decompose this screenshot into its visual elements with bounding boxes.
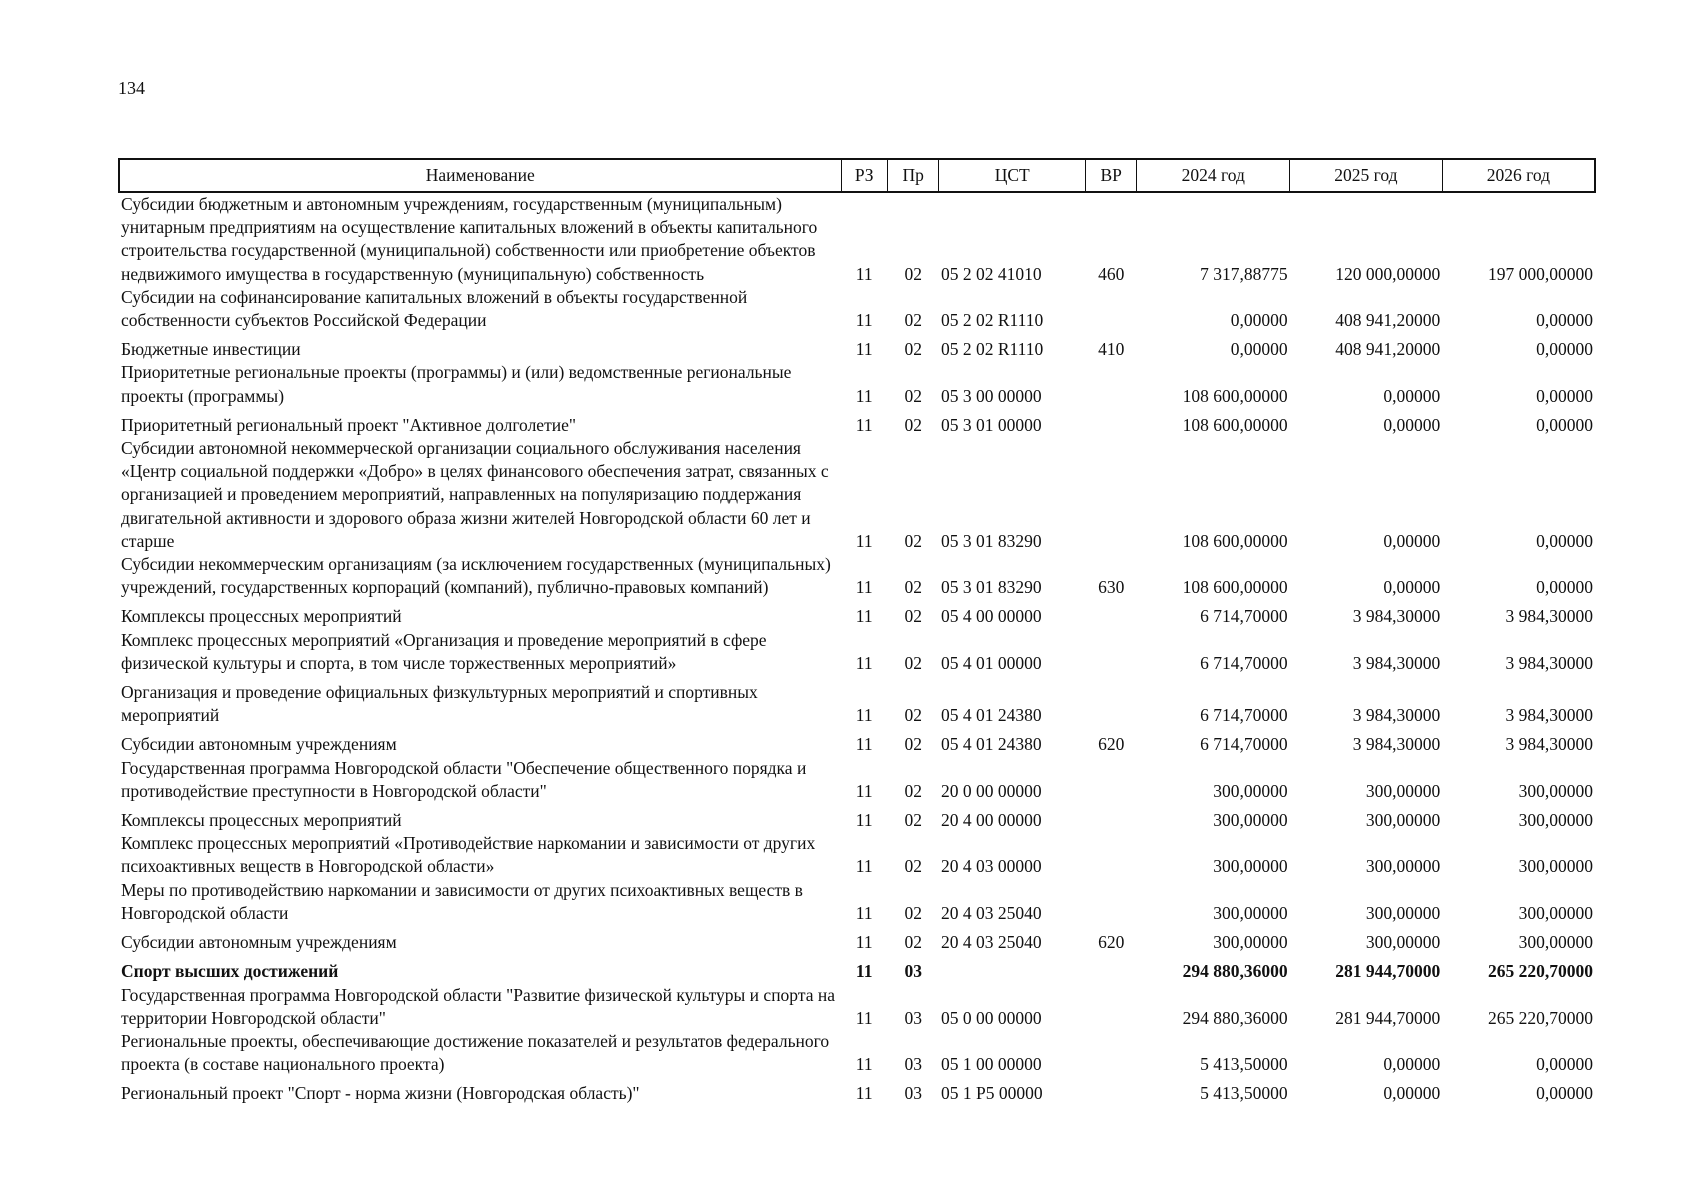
cell-2026: 0,00000 (1536, 1083, 1593, 1104)
cell-rz: 11 (855, 734, 873, 755)
cell-2024: 108 600,00000 (1182, 530, 1288, 551)
cell-2026: 0,00000 (1536, 1054, 1593, 1075)
cell-2025: 3 984,30000 (1352, 606, 1441, 627)
header-pr: Пр (887, 159, 939, 192)
cell-2026: 0,00000 (1536, 339, 1593, 360)
cell-rz: 11 (855, 385, 873, 406)
table-row (119, 675, 1595, 727)
cell-cst: 20 4 03 25040 (940, 902, 1042, 923)
cell-2024: 300,00000 (1213, 810, 1288, 831)
cell-cst: 20 4 03 00000 (940, 856, 1042, 877)
cell-pr: 02 (904, 652, 922, 673)
cell-2025: 0,00000 (1383, 414, 1441, 435)
cell-2024: 300,00000 (1213, 932, 1288, 953)
cell-rz: 11 (855, 1054, 873, 1075)
cell-cst (939, 954, 1085, 983)
cell-cst: 05 0 00 00000 (940, 1007, 1042, 1028)
table-row (119, 954, 1595, 983)
cell-vr (1085, 832, 1137, 878)
cell-2026: 0,00000 (1536, 414, 1593, 435)
cell-name: Приоритетные региональные проекты (программы) и (или) ведомственные региональные проекты (программы) (121, 362, 792, 406)
cell-2024: 108 600,00000 (1182, 385, 1288, 406)
cell-2025: 300,00000 (1365, 932, 1441, 953)
cell-2024: 5 413,50000 (1200, 1083, 1288, 1104)
table-row (119, 553, 1595, 599)
cell-pr: 02 (904, 530, 922, 551)
cell-2026: 0,00000 (1536, 310, 1593, 331)
cell-cst: 05 3 01 83290 (940, 577, 1042, 598)
table-row (119, 332, 1595, 361)
cell-vr (1085, 757, 1137, 803)
cell-name: Региональный проект "Спорт - норма жизни (Новгородская область)" (121, 1083, 640, 1104)
cell-vr (1085, 361, 1137, 407)
cell-2026: 265 220,70000 (1488, 1007, 1593, 1028)
cell-2024: 108 600,00000 (1182, 577, 1288, 598)
cell-2024: 300,00000 (1213, 856, 1288, 877)
cell-vr (1085, 286, 1137, 332)
cell-vr (1085, 1076, 1137, 1105)
cell-pr: 02 (904, 577, 922, 598)
cell-cst: 05 2 02 R1110 (940, 310, 1044, 331)
cell-rz: 11 (855, 705, 873, 726)
cell-2025: 300,00000 (1365, 810, 1441, 831)
cell-name: Организация и проведение официальных физкультурных мероприятий и спортивных мероприятий (121, 682, 758, 726)
cell-2025: 408 941,20000 (1335, 310, 1441, 331)
cell-name: Субсидии автономным учреждениям (121, 734, 397, 755)
cell-cst: 05 4 01 24380 (940, 705, 1042, 726)
cell-name: Комплекс процессных мероприятий «Противодействие наркомании и зависимости от других психоактивных веществ в Новгородской области» (121, 833, 816, 877)
cell-rz: 11 (855, 902, 873, 923)
table-row (119, 925, 1595, 954)
cell-2024: 300,00000 (1213, 780, 1288, 801)
header-rz: РЗ (841, 159, 887, 192)
cell-vr (1085, 629, 1137, 675)
cell-rz: 11 (855, 577, 873, 598)
cell-2024: 0,00000 (1230, 339, 1288, 360)
header-name: Наименование (119, 159, 841, 192)
cell-vr (1085, 675, 1137, 727)
cell-2024: 294 880,36000 (1182, 1007, 1288, 1028)
cell-2025: 300,00000 (1365, 780, 1441, 801)
cell-pr: 03 (904, 1054, 922, 1075)
cell-2025: 0,00000 (1383, 385, 1441, 406)
cell-name: Меры по противодействию наркомании и зависимости от других психоактивных веществ в Новгородской области (121, 879, 803, 923)
cell-cst: 05 4 01 24380 (940, 734, 1042, 755)
cell-cst: 05 1 P5 00000 (940, 1083, 1043, 1104)
table-row (119, 361, 1595, 407)
cell-2026: 300,00000 (1518, 902, 1593, 923)
cell-name: Субсидии некоммерческим организациям (за исключением государственных (муниципальных) учреждений, государственных корпораций (компаний), публично-правовых компаний) (121, 554, 831, 598)
cell-2025: 3 984,30000 (1352, 734, 1441, 755)
table-row (119, 192, 1595, 286)
cell-2024: 300,00000 (1213, 902, 1288, 923)
cell-name: Комплексы процессных мероприятий (121, 810, 402, 831)
cell-2024: 6 714,70000 (1200, 705, 1288, 726)
cell-name: Бюджетные инвестиции (121, 339, 301, 360)
cell-2024: 6 714,70000 (1200, 652, 1288, 673)
header-2024: 2024 год (1137, 159, 1290, 192)
cell-2025: 0,00000 (1383, 577, 1441, 598)
cell-2024: 6 714,70000 (1200, 734, 1288, 755)
cell-vr (1085, 879, 1137, 925)
header-cst: ЦСТ (939, 159, 1085, 192)
cell-2026: 197 000,00000 (1488, 263, 1593, 284)
cell-rz: 11 (855, 414, 873, 435)
cell-vr (1085, 437, 1137, 553)
table-row (119, 1076, 1595, 1105)
table-row (119, 408, 1595, 437)
cell-name: Комплексы процессных мероприятий (121, 606, 402, 627)
cell-vr: 630 (1098, 577, 1125, 598)
cell-vr: 620 (1098, 932, 1125, 953)
cell-vr (1085, 954, 1137, 983)
cell-2026: 265 220,70000 (1488, 961, 1593, 982)
table-row (119, 832, 1595, 878)
cell-cst: 05 4 00 00000 (940, 606, 1042, 627)
header-vr: ВР (1085, 159, 1137, 192)
cell-vr (1085, 599, 1137, 628)
cell-pr: 02 (904, 734, 922, 755)
cell-name: Субсидии автономной некоммерческой организации социального обслуживания населения «Центр социальной поддержки «Добро» в целях финансового обеспечения затрат, связанных с организацией и проведением мероприятий, направленных на популяризацию поддержания двигательной активности и здорового образа жизни жителей Новгородской области 60 лет и старше (121, 438, 829, 551)
cell-2024: 294 880,36000 (1182, 961, 1288, 982)
cell-2025: 3 984,30000 (1352, 652, 1441, 673)
cell-name: Государственная программа Новгородской области "Развитие физической культуры и спорта на территории Новгородской области" (121, 984, 835, 1028)
table-row (119, 803, 1595, 832)
cell-2025: 0,00000 (1383, 1083, 1441, 1104)
cell-vr (1085, 1030, 1137, 1076)
cell-vr (1085, 984, 1137, 1030)
cell-name: Субсидии бюджетным и автономным учреждениям, государственным (муниципальным) унитарным предприятиям на осуществление капитальных вложений в объекты капитального строительства государственной (муниципальной) собственности или приобретение объектов недвижимого имущества в государственную (муниципальную) собственность (121, 194, 818, 284)
table-row (119, 984, 1595, 1030)
cell-vr: 620 (1098, 734, 1125, 755)
cell-2024: 7 317,88775 (1200, 263, 1288, 284)
cell-pr: 02 (904, 414, 922, 435)
cell-pr: 03 (904, 961, 922, 982)
cell-2024: 0,00000 (1230, 310, 1288, 331)
cell-pr: 02 (904, 263, 922, 284)
cell-2025: 0,00000 (1383, 1054, 1441, 1075)
table-body (119, 192, 1595, 1106)
cell-vr: 410 (1098, 339, 1125, 360)
page-number: 134 (118, 78, 145, 98)
cell-pr: 02 (904, 810, 922, 831)
cell-rz: 11 (855, 339, 873, 360)
cell-2026: 0,00000 (1536, 385, 1593, 406)
table-row (119, 727, 1595, 756)
cell-rz: 11 (855, 606, 873, 627)
cell-2026: 3 984,30000 (1505, 606, 1593, 627)
cell-pr: 02 (904, 385, 922, 406)
cell-pr: 02 (904, 339, 922, 360)
cell-rz: 11 (855, 1007, 873, 1028)
cell-2025: 3 984,30000 (1352, 705, 1441, 726)
cell-cst: 20 4 03 25040 (940, 932, 1042, 953)
cell-2024: 5 413,50000 (1200, 1054, 1288, 1075)
table-row (119, 879, 1595, 925)
cell-2025: 281 944,70000 (1335, 1007, 1441, 1028)
cell-name: Субсидии на софинансирование капитальных вложений в объекты государственной собственности субъектов Российской Федерации (121, 286, 748, 331)
table-row (119, 286, 1595, 332)
cell-cst: 05 2 02 41010 (940, 263, 1042, 284)
table-row (119, 629, 1595, 675)
cell-2024: 108 600,00000 (1182, 414, 1288, 435)
cell-vr (1085, 408, 1137, 437)
cell-name: Региональные проекты, обеспечивающие достижение показателей и результатов федерального проекта (в составе национального проекта) (121, 1030, 830, 1075)
cell-2024: 6 714,70000 (1200, 606, 1288, 627)
cell-2026: 300,00000 (1518, 932, 1593, 953)
cell-rz: 11 (855, 810, 873, 831)
cell-rz: 11 (855, 652, 873, 673)
cell-pr: 03 (904, 1083, 922, 1104)
cell-rz: 11 (855, 961, 873, 982)
cell-cst: 20 0 00 00000 (940, 780, 1042, 801)
cell-2026: 300,00000 (1518, 856, 1593, 877)
cell-2025: 0,00000 (1383, 530, 1441, 551)
cell-2025: 120 000,00000 (1335, 263, 1441, 284)
cell-pr: 02 (904, 780, 922, 801)
cell-cst: 05 4 01 00000 (940, 652, 1042, 673)
cell-rz: 11 (855, 932, 873, 953)
cell-name: Субсидии автономным учреждениям (121, 932, 397, 953)
table-row (119, 757, 1595, 803)
cell-2025: 300,00000 (1365, 856, 1441, 877)
cell-cst: 05 3 01 00000 (940, 414, 1042, 435)
budget-table (118, 158, 1596, 1106)
cell-name: Государственная программа Новгородской области "Обеспечение общественного порядка и противодействие преступности в Новгородской области" (121, 757, 807, 801)
cell-pr: 02 (904, 310, 922, 331)
cell-name: Спорт высших достижений (121, 961, 339, 982)
cell-rz: 11 (855, 263, 873, 284)
table-row (119, 437, 1595, 553)
cell-pr: 02 (904, 606, 922, 627)
cell-2025: 281 944,70000 (1335, 961, 1441, 982)
header-2025: 2025 год (1290, 159, 1443, 192)
table-row (119, 599, 1595, 628)
cell-2026: 3 984,30000 (1505, 652, 1593, 673)
cell-pr: 02 (904, 932, 922, 953)
cell-rz: 11 (855, 530, 873, 551)
cell-2026: 3 984,30000 (1505, 705, 1593, 726)
cell-2025: 300,00000 (1365, 902, 1441, 923)
cell-pr: 03 (904, 1007, 922, 1028)
table-header-row (119, 159, 1595, 192)
cell-name: Комплекс процессных мероприятий «Организация и проведение мероприятий в сфере физической культуры и спорта, в том числе торжественных мероприятий» (121, 629, 767, 673)
cell-2025: 408 941,20000 (1335, 339, 1441, 360)
header-2026: 2026 год (1442, 159, 1595, 192)
cell-2026: 0,00000 (1536, 530, 1593, 551)
cell-pr: 02 (904, 856, 922, 877)
cell-rz: 11 (855, 1083, 873, 1104)
cell-rz: 11 (855, 310, 873, 331)
cell-rz: 11 (855, 780, 873, 801)
cell-rz: 11 (855, 856, 873, 877)
cell-2026: 300,00000 (1518, 810, 1593, 831)
cell-2026: 0,00000 (1536, 577, 1593, 598)
cell-pr: 02 (904, 902, 922, 923)
cell-vr (1085, 803, 1137, 832)
cell-cst: 05 2 02 R1110 (940, 339, 1044, 360)
cell-name: Приоритетный региональный проект "Активное долголетие" (121, 414, 576, 435)
cell-2026: 3 984,30000 (1505, 734, 1593, 755)
cell-2026: 300,00000 (1518, 780, 1593, 801)
cell-cst: 05 3 00 00000 (940, 385, 1042, 406)
cell-cst: 05 3 01 83290 (940, 530, 1042, 551)
cell-cst: 05 1 00 00000 (940, 1054, 1042, 1075)
cell-vr: 460 (1098, 263, 1125, 284)
table-row (119, 1030, 1595, 1076)
cell-pr: 02 (904, 705, 922, 726)
cell-cst: 20 4 00 00000 (940, 810, 1042, 831)
